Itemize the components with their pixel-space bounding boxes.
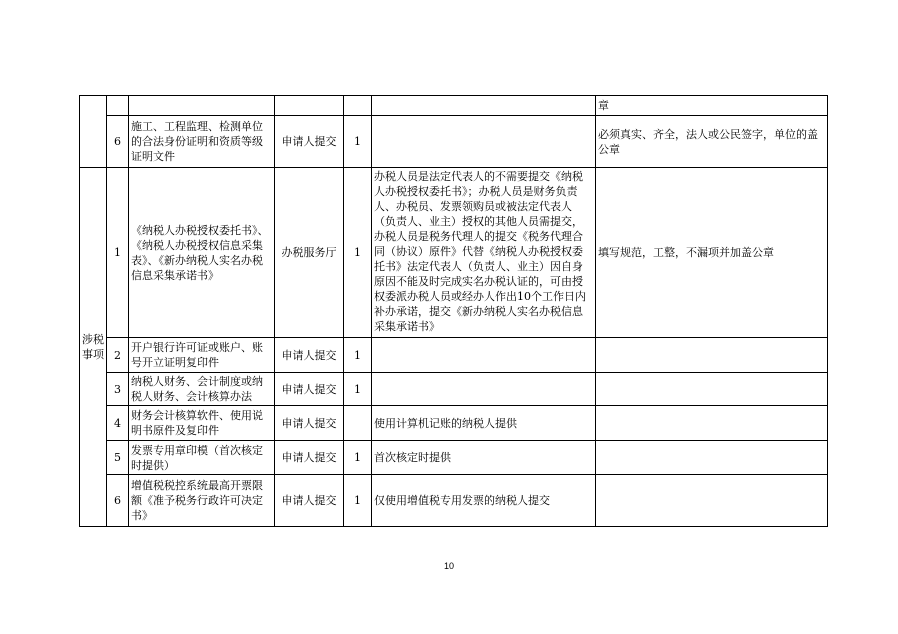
submitter: 申请人提交 xyxy=(275,116,344,168)
note xyxy=(372,373,596,406)
submitter: 申请人提交 xyxy=(275,475,344,527)
copy-count: 1 xyxy=(344,441,372,475)
row-number: 6 xyxy=(107,475,129,527)
table-row xyxy=(80,441,828,475)
category-cell-empty xyxy=(80,96,107,168)
submitter: 申请人提交 xyxy=(275,373,344,406)
requirement xyxy=(596,406,828,441)
table-row xyxy=(80,116,828,168)
material-name xyxy=(129,96,275,116)
submitter xyxy=(275,96,344,116)
submitter: 申请人提交 xyxy=(275,338,344,373)
material-name: 开户银行许可证或账户、账号开立证明复印件 xyxy=(129,338,275,373)
note xyxy=(372,338,596,373)
note: 首次核定时提供 xyxy=(372,441,596,475)
requirement xyxy=(596,475,828,527)
row-number: 4 xyxy=(107,406,129,441)
requirement xyxy=(596,338,828,373)
requirement: 填写规范，工整，不漏项并加盖公章 xyxy=(596,168,828,338)
note xyxy=(372,116,596,168)
material-name: 财务会计核算软件、使用说明书原件及复印件 xyxy=(129,406,275,441)
copy-count xyxy=(344,96,372,116)
row-number: 6 xyxy=(107,116,129,168)
requirements-table xyxy=(79,95,828,527)
category-label: 涉税事项 xyxy=(80,168,107,527)
material-name: 《纳税人办税授权委托书》、《纳税人办税授权信息采集表》、《新办纳税人实名办税信息采集承诺书》 xyxy=(129,168,275,338)
requirement: 章 xyxy=(596,96,828,116)
copy-count: 1 xyxy=(344,168,372,338)
copy-count: 1 xyxy=(344,373,372,406)
row-number: 1 xyxy=(107,168,129,338)
table-row xyxy=(80,406,828,441)
material-name: 发票专用章印模（首次核定时提供） xyxy=(129,441,275,475)
copy-count: 1 xyxy=(344,116,372,168)
submitter: 申请人提交 xyxy=(275,441,344,475)
requirement xyxy=(596,441,828,475)
table-row xyxy=(80,338,828,373)
copy-count: 1 xyxy=(344,475,372,527)
table-row xyxy=(80,373,828,406)
submitter: 申请人提交 xyxy=(275,406,344,441)
copy-count xyxy=(344,406,372,441)
copy-count: 1 xyxy=(344,338,372,373)
material-name: 纳税人财务、会计制度或纳税人财务、会计核算办法 xyxy=(129,373,275,406)
requirement: 必须真实、齐全，法人或公民签字，单位的盖公章 xyxy=(596,116,828,168)
submitter: 办税服务厅 xyxy=(275,168,344,338)
material-name: 增值税税控系统最高开票限额《准予税务行政许可决定书》 xyxy=(129,475,275,527)
row-number: 5 xyxy=(107,441,129,475)
table-row xyxy=(80,168,828,338)
material-name: 施工、工程监理、检测单位的合法身份证明和资质等级证明文件 xyxy=(129,116,275,168)
table-row xyxy=(80,475,828,527)
row-number xyxy=(107,96,129,116)
row-number: 2 xyxy=(107,338,129,373)
page-number: 10 xyxy=(443,561,454,571)
note: 使用计算机记账的纳税人提供 xyxy=(372,406,596,441)
note: 仅使用增值税专用发票的纳税人提交 xyxy=(372,475,596,527)
requirement xyxy=(596,373,828,406)
note: 办税人员是法定代表人的不需要提交《纳税人办税授权委托书》；办税人员是财务负责人、办税员、发票领购员或被法定代表人（负责人、业主）授权的其他人员需提交，办税人员是税务代理人的提交《税务代理合同（协议）原件》代替《纳税人办税授权委托书》法定代表人（负责人、业主）因自身原因不能及时完成实名办税认证的，可由授权委派办税人员或经办人作出10个工作日内补办承诺，提交《新办纳税人实名办税信息采集承诺书》 xyxy=(372,168,596,338)
note xyxy=(372,96,596,116)
table-row xyxy=(80,96,828,116)
row-number: 3 xyxy=(107,373,129,406)
